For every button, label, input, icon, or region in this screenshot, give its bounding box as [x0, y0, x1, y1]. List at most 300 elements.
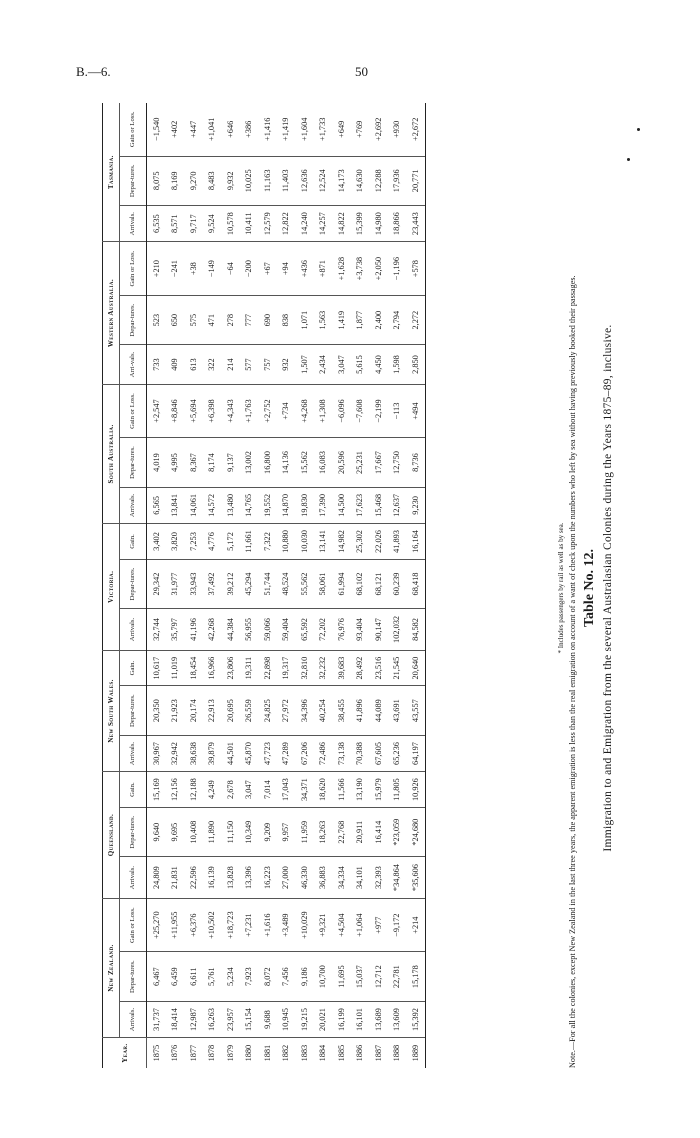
table-cell: 16,083 — [314, 438, 333, 487]
table-cell: 12,712 — [369, 952, 388, 1001]
table-cell: 39,683 — [332, 650, 351, 686]
table-cell: 278 — [221, 295, 240, 344]
table-cell: 11,403 — [277, 156, 296, 205]
table-cell: 3,820 — [166, 524, 185, 560]
table-cell: 15,399 — [351, 205, 370, 241]
table-cell: 5,761 — [203, 952, 222, 1001]
table-cell: 36,883 — [314, 857, 333, 899]
table-cell: +10,029 — [295, 898, 314, 952]
table-row — [351, 103, 370, 1068]
table-cell: 9,640 — [147, 807, 166, 856]
table-cell: 16,966 — [203, 650, 222, 686]
table-cell: 39,212 — [221, 559, 240, 608]
table-cell: 73,138 — [332, 735, 351, 771]
subhead: Gain or Loss. — [120, 384, 147, 438]
table-cell: −2,199 — [369, 384, 388, 438]
table-cell: 37,492 — [203, 559, 222, 608]
table-row — [166, 103, 185, 1068]
table-cell: +436 — [295, 242, 314, 296]
table-cell: 72,486 — [314, 735, 333, 771]
table-cell: +930 — [392, 120, 402, 138]
table-cell: 35,797 — [166, 609, 185, 651]
table-cell: 10,926 — [406, 772, 425, 808]
table-cell: 11,959 — [295, 807, 314, 856]
table-cell: 44,501 — [221, 735, 240, 771]
year-cell: 1889 — [406, 1038, 425, 1068]
table-cell: 21,831 — [166, 857, 185, 899]
table-cell: 43,691 — [388, 686, 407, 735]
table-cell: +494 — [406, 384, 425, 438]
table-cell: 9,695 — [166, 807, 185, 856]
table-cell: 2,434 — [314, 345, 333, 384]
table-cell: 1,419 — [332, 295, 351, 344]
table-cell: 61,994 — [332, 559, 351, 608]
group-new-zealand: New Zealand. — [103, 898, 120, 1037]
table-cell: 12,637 — [388, 487, 407, 523]
group-victoria: Victoria. — [103, 524, 120, 651]
table-cell: +6,398 — [203, 384, 222, 438]
table-row — [314, 103, 333, 1068]
table-cell: −64 — [221, 242, 240, 296]
table-cell: −149 — [203, 242, 222, 296]
table-cell: 14,765 — [240, 487, 259, 523]
table-cell: *24,680 — [406, 807, 425, 856]
table-cell: +578 — [406, 242, 425, 296]
table-cell: 48,524 — [277, 559, 296, 608]
table-cell: 15,562 — [295, 438, 314, 487]
table-cell: 16,414 — [369, 807, 388, 856]
table-cell: 3,402 — [147, 524, 166, 560]
table-cell: 16,164 — [406, 524, 425, 560]
table-cell: 41,896 — [351, 686, 370, 735]
subhead: Depar-tures. — [120, 438, 147, 487]
table-cell: 25,302 — [351, 524, 370, 560]
table-cell: 8,075 — [147, 156, 166, 205]
table-cell: 38,455 — [332, 686, 351, 735]
table-cell: 18,414 — [166, 1001, 185, 1037]
table-cell: 32,232 — [314, 650, 333, 686]
table-row — [388, 103, 407, 1068]
table-cell: +3,738 — [351, 242, 370, 296]
table-cell: 4,019 — [147, 438, 166, 487]
table-cell: 13,190 — [351, 772, 370, 808]
table-cell: 8,736 — [406, 438, 425, 487]
table-cell: 13,396 — [240, 857, 259, 899]
table-cell: 11,019 — [166, 650, 185, 686]
table-cell: 4,995 — [166, 438, 185, 487]
table-cell: 68,102 — [351, 559, 370, 608]
table-cell: +649 — [336, 120, 346, 138]
table-cell: 11,890 — [203, 807, 222, 856]
table-cell: +6,376 — [184, 898, 203, 952]
table-cell: 12,822 — [277, 205, 296, 241]
table-cell: 13,141 — [314, 524, 333, 560]
table-cell: 12,987 — [184, 1001, 203, 1037]
year-cell: 1878 — [203, 1038, 222, 1068]
table-cell: 20,174 — [184, 686, 203, 735]
table-cell: 18,454 — [184, 650, 203, 686]
table-cell: 14,173 — [332, 156, 351, 205]
table-cell: 59,066 — [258, 609, 277, 651]
table-cell: 20,695 — [221, 686, 240, 735]
table-cell: 10,700 — [314, 952, 333, 1001]
table-cell: 14,240 — [295, 205, 314, 241]
table-cell: 40,254 — [314, 686, 333, 735]
table-cell: 22,898 — [258, 650, 277, 686]
table-cell: 9,270 — [184, 156, 203, 205]
table-cell: 6,467 — [147, 952, 166, 1001]
table-cell: 8,571 — [166, 205, 185, 241]
table-cell: 6,565 — [147, 487, 166, 523]
table-cell: +2,752 — [258, 384, 277, 438]
table-subtitle: Immigration to and Emigration from the several Australasian Colonies during the Years 1875–89, inclusive. — [602, 324, 614, 852]
table-cell: 20,596 — [332, 438, 351, 487]
table-cell: −1,196 — [388, 242, 407, 296]
table-cell: +7,231 — [240, 898, 259, 952]
table-cell: +1,628 — [332, 242, 351, 296]
table-cell: 12,156 — [166, 772, 185, 808]
table-cell: 9,932 — [221, 156, 240, 205]
table-cell: +1,763 — [240, 384, 259, 438]
table-row — [369, 103, 388, 1068]
table-cell: 67,206 — [295, 735, 314, 771]
group-western-australia: Western Australia. — [103, 242, 120, 384]
group-tasmania: Tasmania. — [103, 103, 120, 242]
year-cell: 1880 — [240, 1038, 259, 1068]
subhead: Depar-tures. — [120, 559, 147, 608]
table-cell: 2,850 — [406, 345, 425, 384]
table-cell: 838 — [277, 295, 296, 344]
table-cell: 214 — [221, 345, 240, 384]
table-row — [221, 103, 240, 1068]
table-cell: 2,272 — [406, 295, 425, 344]
year-cell: 1885 — [332, 1038, 351, 1068]
table-cell: 13,609 — [388, 1001, 407, 1037]
table-cell: 21,545 — [388, 650, 407, 686]
table-cell: 9,137 — [221, 438, 240, 487]
table-cell: 76,976 — [332, 609, 351, 651]
table-cell: 39,879 — [203, 735, 222, 771]
table-cell: 7,014 — [258, 772, 277, 808]
table-cell: 7,923 — [240, 952, 259, 1001]
table-cell: 9,524 — [203, 205, 222, 241]
table-cell: 9,186 — [295, 952, 314, 1001]
subhead: Arri-vals. — [120, 345, 147, 384]
table-cell: 17,043 — [277, 772, 296, 808]
table-cell: 68,418 — [406, 559, 425, 608]
table-title: Table No. 12. — [582, 548, 597, 628]
subhead: Gain or Loss. — [120, 103, 147, 156]
table-cell: 14,822 — [332, 205, 351, 241]
table-cell: 3,047 — [240, 772, 259, 808]
year-cell: 1876 — [166, 1038, 185, 1068]
table-cell: 32,393 — [369, 857, 388, 899]
group-new-south-wales: New South Wales. — [103, 650, 120, 772]
table-row — [203, 103, 222, 1068]
table-cell: 58,061 — [314, 559, 333, 608]
table-cell: 22,913 — [203, 686, 222, 735]
table-cell: 17,623 — [351, 487, 370, 523]
table-row — [258, 103, 277, 1068]
emigration-table — [102, 103, 426, 1068]
table-cell: +4,504 — [332, 898, 351, 952]
table-cell: 56,955 — [240, 609, 259, 651]
subhead: Gain. — [120, 772, 147, 808]
table-cell: 6,611 — [184, 952, 203, 1001]
table-cell: −9,172 — [388, 898, 407, 952]
table-cell: 15,468 — [369, 487, 388, 523]
table-cell: 11,661 — [240, 524, 259, 560]
table-cell: 68,121 — [369, 559, 388, 608]
table-cell: 10,411 — [240, 205, 259, 241]
table-cell: 72,202 — [314, 609, 333, 651]
year-cell: 1888 — [388, 1038, 407, 1068]
table-cell: 13,828 — [221, 857, 240, 899]
table-cell: 409 — [166, 345, 185, 384]
table-cell: +734 — [277, 384, 296, 438]
table-cell: 11,695 — [332, 952, 351, 1001]
table-cell: 20,021 — [314, 1001, 333, 1037]
table-cell: 16,101 — [351, 1001, 370, 1037]
year-cell: 1881 — [258, 1038, 277, 1068]
table-cell: 34,334 — [332, 857, 351, 899]
table-cell: 577 — [240, 345, 259, 384]
table-cell: 34,371 — [295, 772, 314, 808]
table-cell: 19,215 — [295, 1001, 314, 1037]
table-cell: 1,071 — [295, 295, 314, 344]
table-cell: 26,559 — [240, 686, 259, 735]
table-cell: 650 — [166, 295, 185, 344]
table-cell: +2,547 — [147, 384, 166, 438]
table-cell: 21,923 — [166, 686, 185, 735]
table-cell: 8,483 — [203, 156, 222, 205]
table-cell: 7,253 — [184, 524, 203, 560]
table-cell: 523 — [147, 295, 166, 344]
table-cell: 47,723 — [258, 735, 277, 771]
table-cell: *34,864 — [388, 857, 407, 899]
table-cell: 25,231 — [351, 438, 370, 487]
table-cell: 23,806 — [221, 650, 240, 686]
table-cell: 4,776 — [203, 524, 222, 560]
table-cell: 10,349 — [240, 807, 259, 856]
table-cell: 5,234 — [221, 952, 240, 1001]
table-cell: 44,089 — [369, 686, 388, 735]
table-cell: 16,223 — [258, 857, 277, 899]
table-cell: 1,877 — [351, 295, 370, 344]
table-cell: 12,750 — [388, 438, 407, 487]
table-cell: 55,562 — [295, 559, 314, 608]
subhead: Arrivals. — [120, 609, 147, 651]
table-note: Note.—For all the colonies, except New Zealand in the last three years, the apparent emigration is less than the real emigration on account of a want of check upon the numbers who left by sea without having previously booked their passages. — [568, 275, 577, 1068]
table-cell: +8,846 — [166, 384, 185, 438]
table-cell: +1,064 — [351, 898, 370, 952]
year-cell: 1886 — [351, 1038, 370, 1068]
table-cell: 322 — [203, 345, 222, 384]
table-cell: +10,502 — [203, 898, 222, 952]
table-cell: +1,041 — [207, 117, 217, 141]
table-cell: 65,236 — [388, 735, 407, 771]
table-cell: 23,443 — [406, 205, 425, 241]
table-cell: 6,459 — [166, 952, 185, 1001]
table-cell: 20,350 — [147, 686, 166, 735]
table-cell: 575 — [184, 295, 203, 344]
table-cell: 1,563 — [314, 295, 333, 344]
year-cell: 1887 — [369, 1038, 388, 1068]
table-cell: 10,880 — [277, 524, 296, 560]
table-cell: 20,640 — [406, 650, 425, 686]
table-cell: 18,263 — [314, 807, 333, 856]
year-cell: 1884 — [314, 1038, 333, 1068]
table-cell: +1,416 — [262, 117, 272, 141]
table-cell: *35,606 — [406, 857, 425, 899]
table-cell: 38,638 — [184, 735, 203, 771]
table-cell: 12,636 — [295, 156, 314, 205]
table-cell: −113 — [388, 384, 407, 438]
table-cell: +25,270 — [147, 898, 166, 952]
table-cell: 10,025 — [240, 156, 259, 205]
year-cell: 1877 — [184, 1038, 203, 1068]
table-cell: 9,230 — [406, 487, 425, 523]
table-cell: +1,616 — [258, 898, 277, 952]
table-cell: 12,579 — [258, 205, 277, 241]
table-cell: 17,390 — [314, 487, 333, 523]
table-row — [184, 103, 203, 1068]
table-cell: +4,268 — [295, 384, 314, 438]
table-cell: 19,830 — [295, 487, 314, 523]
subhead: Gain or Loss. — [120, 242, 147, 296]
table-cell: 19,552 — [258, 487, 277, 523]
table-cell: +94 — [277, 242, 296, 296]
page-header-left: B.—6. — [76, 64, 111, 79]
table-cell: +3,489 — [277, 898, 296, 952]
table-cell: 10,030 — [295, 524, 314, 560]
table-cell: 16,263 — [203, 1001, 222, 1037]
table-cell: 67,605 — [369, 735, 388, 771]
table-cell: 17,936 — [388, 156, 407, 205]
table-cell: 14,572 — [203, 487, 222, 523]
table-cell: 32,744 — [147, 609, 166, 651]
table-cell: +67 — [258, 242, 277, 296]
table-cell: 12,188 — [184, 772, 203, 808]
table-cell: 29,342 — [147, 559, 166, 608]
table-cell: +210 — [147, 242, 166, 296]
table-cell: 84,582 — [406, 609, 425, 651]
table-cell: 18,620 — [314, 772, 333, 808]
table-cell: 7,322 — [258, 524, 277, 560]
table-cell: 60,239 — [388, 559, 407, 608]
table-cell: +9,321 — [314, 898, 333, 952]
table-cell: 11,150 — [221, 807, 240, 856]
table-cell: 777 — [240, 295, 259, 344]
subhead: Gain. — [120, 524, 147, 560]
table-cell: 10,578 — [221, 205, 240, 241]
table-cell: 28,492 — [351, 650, 370, 686]
table-cell: 45,294 — [240, 559, 259, 608]
table-cell: 34,396 — [295, 686, 314, 735]
table-cell: +38 — [184, 242, 203, 296]
table-cell: 9,717 — [184, 205, 203, 241]
group-south-australia: South Australia. — [103, 384, 120, 523]
table-cell: 30,967 — [147, 735, 166, 771]
table-cell: 23,516 — [369, 650, 388, 686]
table-cell: 17,667 — [369, 438, 388, 487]
table-cell: −241 — [166, 242, 185, 296]
table-cell: −6,096 — [332, 384, 351, 438]
table-cell: 102,032 — [388, 609, 407, 651]
table-row — [295, 103, 314, 1068]
table-cell: 9,957 — [277, 807, 296, 856]
table-cell: +386 — [244, 120, 254, 138]
table-cell: 41,893 — [388, 524, 407, 560]
emigration-table-wrapper — [102, 103, 552, 1068]
table-cell: 70,388 — [351, 735, 370, 771]
table-cell: 9,209 — [258, 807, 277, 856]
table-cell: 16,800 — [258, 438, 277, 487]
table-cell: 733 — [147, 345, 166, 384]
subhead: Depar-tures. — [120, 156, 147, 205]
table-cell: 93,404 — [351, 609, 370, 651]
table-cell: +214 — [406, 898, 425, 952]
table-cell: 4,249 — [203, 772, 222, 808]
table-cell: 14,136 — [277, 438, 296, 487]
table-cell: 42,268 — [203, 609, 222, 651]
table-cell: 27,972 — [277, 686, 296, 735]
rotated-table-content — [42, 88, 662, 1088]
table-cell: 90,147 — [369, 609, 388, 651]
table-cell: 12,524 — [314, 156, 333, 205]
table-cell: 2,678 — [221, 772, 240, 808]
table-cell: 3,047 — [332, 345, 351, 384]
table-cell: 19,317 — [277, 650, 296, 686]
table-cell: 32,810 — [295, 650, 314, 686]
table-cell: 5,615 — [351, 345, 370, 384]
table-row — [332, 103, 351, 1068]
table-cell: 12,288 — [369, 156, 388, 205]
table-cell: 15,169 — [147, 772, 166, 808]
table-cell: 20,911 — [351, 807, 370, 856]
subhead: Depar-tures. — [120, 952, 147, 1001]
table-cell: 15,979 — [369, 772, 388, 808]
table-cell: 13,689 — [369, 1001, 388, 1037]
table-cell: 14,870 — [277, 487, 296, 523]
table-cell: +11,955 — [166, 898, 185, 952]
table-cell: 757 — [258, 345, 277, 384]
year-cell: 1875 — [147, 1038, 166, 1068]
table-cell: +2,672 — [406, 103, 425, 156]
table-row — [406, 103, 425, 1068]
table-cell: +5,694 — [184, 384, 203, 438]
table-cell: 20,771 — [406, 156, 425, 205]
table-cell: 1,598 — [388, 345, 407, 384]
table-cell: 932 — [277, 345, 296, 384]
table-cell: 4,450 — [369, 345, 388, 384]
group-queensland: Queensland. — [103, 772, 120, 899]
table-cell: 44,384 — [221, 609, 240, 651]
table-cell: 8,072 — [258, 952, 277, 1001]
table-cell: 24,825 — [258, 686, 277, 735]
table-cell: −200 — [240, 242, 259, 296]
table-cell: −1,540 — [151, 117, 161, 141]
table-cell: 23,957 — [221, 1001, 240, 1037]
footnote-star: * Includes passengers by rail as well as by sea. — [557, 522, 565, 654]
subhead: Depar-tures. — [120, 295, 147, 344]
table-cell: 10,617 — [147, 650, 166, 686]
table-cell: 13,002 — [240, 438, 259, 487]
table-cell: 15,178 — [406, 952, 425, 1001]
year-cell: 1883 — [295, 1038, 314, 1068]
table-cell: 43,557 — [406, 686, 425, 735]
table-cell: +977 — [369, 898, 388, 952]
